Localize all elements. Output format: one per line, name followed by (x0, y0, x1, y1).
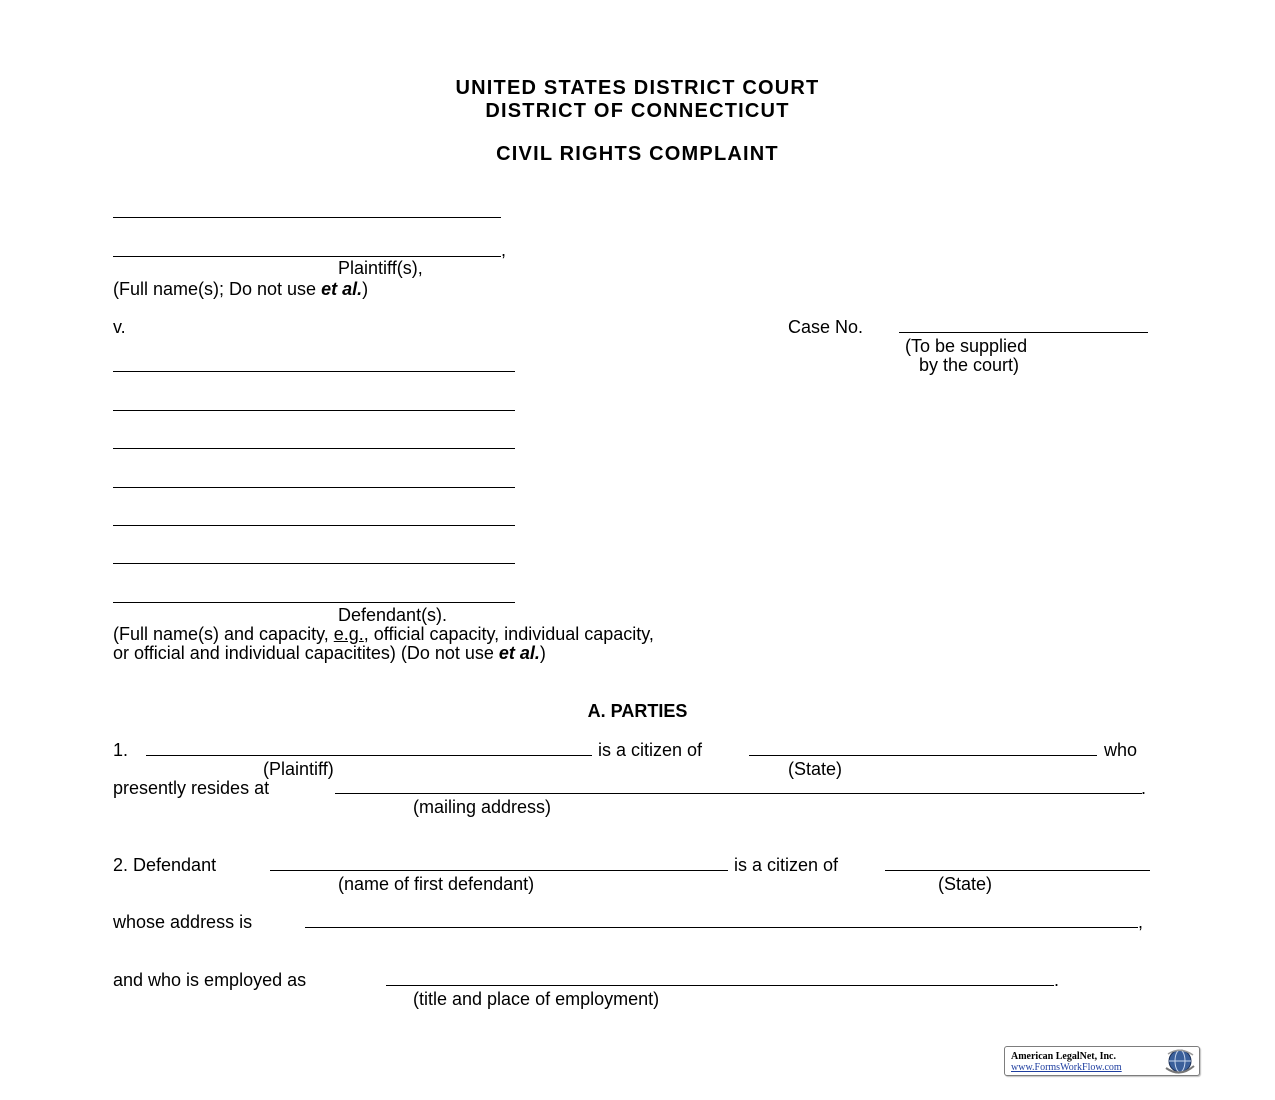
eg-abbreviation: e.g. (333, 624, 364, 644)
defendant-instruction-1: (Full name(s) and capacity, e.g., official capacity, individual capacity, (113, 624, 654, 644)
plaintiff-name-field[interactable] (146, 755, 592, 756)
american-legalnet-badge[interactable] (1004, 1046, 1200, 1076)
case-number-note-1: (To be supplied (905, 336, 1028, 356)
defendant-name-line-3[interactable] (113, 448, 515, 449)
first-defendant-name-field[interactable] (270, 870, 728, 871)
employment-field[interactable] (386, 985, 1054, 986)
defendant-state-caption: (State) (938, 874, 993, 894)
item2-citizen-of: is a citizen of (734, 855, 839, 875)
item1-period: . (1141, 778, 1147, 798)
versus-label: v. (113, 317, 126, 337)
case-number-line[interactable] (899, 332, 1148, 333)
address-label: whose address is (113, 912, 253, 932)
defendant-name-line-4[interactable] (113, 487, 515, 488)
document-title: CIVIL RIGHTS COMPLAINT (496, 143, 779, 165)
case-number-label: Case No. (788, 317, 864, 337)
globe-logo-icon (1163, 1048, 1197, 1074)
plaintiff-caption: (Plaintiff) (263, 759, 334, 779)
plaintiff-state-caption: (State) (788, 759, 843, 779)
employment-period: . (1054, 970, 1060, 990)
item1-resides-at: presently resides at (113, 778, 270, 798)
district-name: DISTRICT OF CONNECTICUT (485, 100, 790, 122)
defendant-name-line-5[interactable] (113, 525, 515, 526)
plaintiff-name-line-1[interactable] (113, 217, 501, 218)
badge-company-name: American LegalNet, Inc. (1011, 1051, 1116, 1062)
item1-who: who (1104, 740, 1138, 760)
et-al-emphasis-2: et al. (498, 643, 540, 663)
plaintiff-name-line-2[interactable] (113, 256, 501, 257)
defendant-state-field[interactable] (885, 870, 1150, 871)
defendant-name-line-7[interactable] (113, 602, 515, 603)
address-comma: , (1138, 912, 1144, 932)
plaintiff-state-field[interactable] (749, 755, 1097, 756)
mailing-address-field[interactable] (335, 793, 1142, 794)
item1-number: 1. (113, 740, 129, 760)
case-number-note-2: by the court) (919, 355, 1020, 375)
badge-website-link[interactable]: www.FormsWorkFlow.com (1011, 1062, 1122, 1073)
item2-lead: 2. Defendant (113, 855, 217, 875)
defendant-address-field[interactable] (305, 927, 1138, 928)
court-name: UNITED STATES DISTRICT COURT (455, 77, 820, 99)
defendant-name-line-6[interactable] (113, 563, 515, 564)
plaintiff-line-comma: , (501, 240, 507, 260)
defendant-label: Defendant(s). (338, 605, 448, 625)
employment-caption: (title and place of employment) (413, 989, 660, 1009)
defendant-name-caption: (name of first defendant) (338, 874, 535, 894)
plaintiff-instruction: (Full name(s); Do not use et al.) (113, 279, 369, 299)
item1-citizen-of: is a citizen of (598, 740, 703, 760)
employed-label: and who is employed as (113, 970, 307, 990)
defendant-instruction-2: or official and individual capacitites) (Do not use et al.) (113, 643, 546, 663)
plaintiff-label: Plaintiff(s), (338, 258, 423, 278)
mailing-address-caption: (mailing address) (413, 797, 552, 817)
et-al-emphasis: et al. (321, 279, 363, 299)
section-a-heading: A. PARTIES (587, 701, 688, 721)
defendant-name-line-2[interactable] (113, 410, 515, 411)
defendant-name-line-1[interactable] (113, 371, 515, 372)
